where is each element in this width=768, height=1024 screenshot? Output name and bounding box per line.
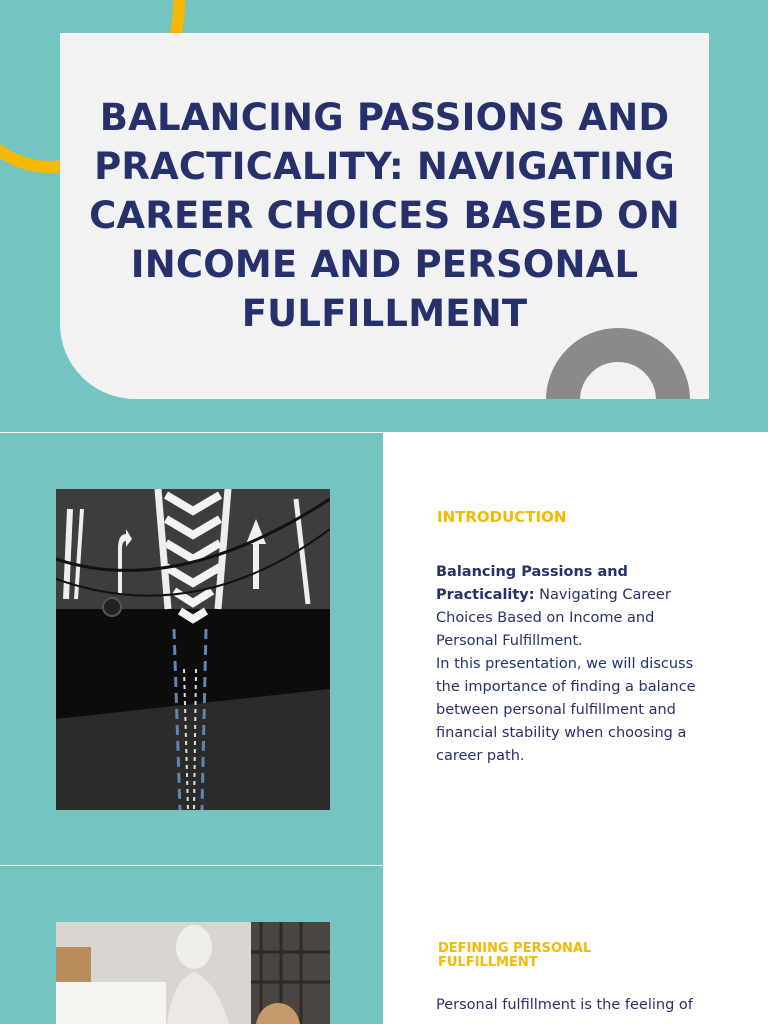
introduction-body-rest: Navigating Career Choices Based on Income and Personal Fulfillment. xyxy=(436,587,671,649)
grey-ring-decoration xyxy=(546,328,690,399)
title-slide xyxy=(0,0,768,432)
road-markings-photo xyxy=(56,489,330,810)
title-card xyxy=(60,33,709,399)
slide-title: BALANCING PASSIONS AND PRACTICALITY: NAVIGATING CAREER CHOICES BASED ON INCOME AND PERSONAL FULFILLMENT xyxy=(89,96,680,335)
defining-fulfillment-slide xyxy=(0,866,768,1024)
introduction-slide xyxy=(0,433,768,865)
introduction-heading: INTRODUCTION xyxy=(437,508,567,526)
defining-fulfillment-heading: DEFINING PERSONAL FULFILLMENT xyxy=(438,941,592,970)
defining-fulfillment-body: Personal fulfillment is the feeling of xyxy=(436,997,693,1013)
sculpture-photo xyxy=(56,922,330,1024)
introduction-body xyxy=(436,561,706,768)
introduction-body-paragraph: In this presentation, we will discuss the importance of finding a balance between personal fulfillment and financial stability when choosing a career path. xyxy=(436,656,696,764)
introduction-body-bold: Balancing Passions and Practicality: xyxy=(436,564,628,603)
